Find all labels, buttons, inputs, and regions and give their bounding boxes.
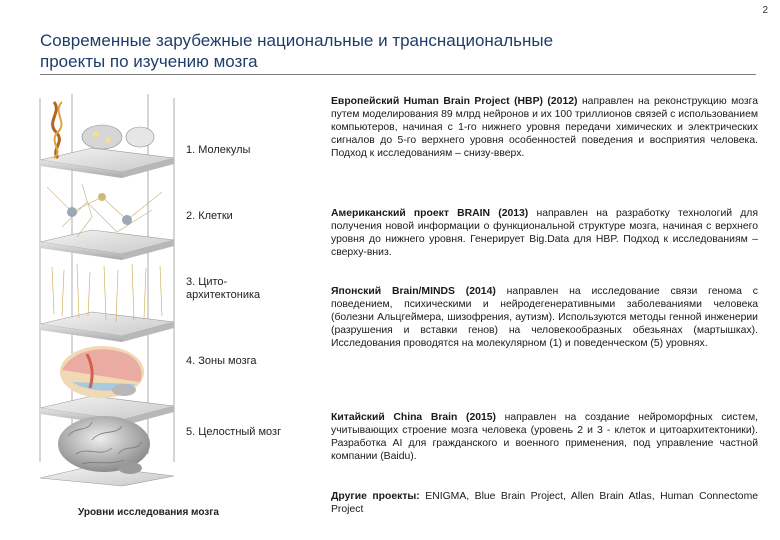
project-other-text: ENIGMA, Blue Brain Project, Allen Brain Atlas, Human Connectome Project bbox=[331, 491, 758, 515]
level-cells-graphic bbox=[40, 184, 174, 260]
level-label-cells: 2. Клетки bbox=[186, 210, 233, 222]
project-brain-text: направлен на разработку технологий для получения новой информации о функциональной структуре мозга, начиная с верхнего уровня до нижнего уровня. Генерирует Big.Data для HBP. Подход к исследованиям – сверху-вниз. bbox=[331, 208, 758, 258]
project-hbp bbox=[331, 95, 758, 160]
project-brain-minds-text: направлен на исследование связи генома с поведением, психическими и нейродегенеративными заболеваниями человека (болезни Альцгеймера, шизофрения, аутизм). Используются методы генной инженерии (разрушения и вставки генов) на человекообразных обезьянах (мартышках). Исследования проводятся на молекулярном (1) и поведенческом (5) уровнях. bbox=[331, 286, 758, 349]
level-label-cytoarchitectonics bbox=[186, 276, 260, 302]
level-label-cytoarchitectonics-line-2: архитектоника bbox=[186, 289, 261, 301]
project-brain-name: Американский проект BRAIN (2013) bbox=[331, 208, 529, 219]
page-title-line-2: проекты по изучению мозга bbox=[40, 52, 258, 71]
level-whole-brain-graphic bbox=[40, 416, 174, 486]
project-china-brain-text: направлен на создание нейроморфных систем, учитывающих строение мозга человека (уровень 2 и 3 - клеток и цитоархитектоники). Разработка AI для гражданского и военного применения, под управление частной компании (Baidu). bbox=[331, 412, 758, 462]
project-hbp-name: Европейский Human Brain Project (HBP) (2012) bbox=[331, 96, 578, 107]
page-title-line-1: Современные зарубежные национальные и транснациональные bbox=[40, 31, 554, 50]
project-china-brain-name: Китайский China Brain (2015) bbox=[331, 412, 497, 423]
levels-caption: Уровни исследования мозга bbox=[78, 507, 219, 518]
project-brain-minds bbox=[331, 285, 758, 350]
project-china-brain bbox=[331, 411, 758, 463]
level-label-cytoarchitectonics-line-1: 3. Цито- bbox=[186, 276, 228, 288]
level-label-molecules: 1. Молекулы bbox=[186, 144, 251, 156]
level-label-brain-zones: 4. Зоны мозга bbox=[186, 355, 257, 367]
page-title bbox=[40, 30, 740, 72]
brain-levels-illustration bbox=[32, 92, 182, 487]
project-hbp-text: направлен на реконструкцию мозга путем моделирования 89 млрд нейронов и их 100 триллионов связей с использованием компьютеров, начиная с 1-го нижнего уровня передачи химических и электрических сигналов до 5-го верхнего уровня особенностей поведения и восприятия человека. Подход к исследованиям – снизу-вверх. bbox=[331, 96, 758, 159]
project-other bbox=[331, 490, 758, 516]
title-divider bbox=[40, 74, 756, 75]
level-label-whole-brain: 5. Целостный мозг bbox=[186, 426, 282, 438]
level-molecules-graphic bbox=[40, 102, 174, 178]
level-brain-zones-graphic bbox=[40, 346, 174, 426]
project-brain bbox=[331, 207, 758, 259]
level-cytoarchitectonics-graphic bbox=[40, 264, 174, 342]
project-brain-minds-name: Японский Brain/MINDS (2014) bbox=[331, 286, 496, 297]
page-number: 2 bbox=[762, 5, 768, 16]
project-other-name: Другие проекты: bbox=[331, 491, 420, 502]
